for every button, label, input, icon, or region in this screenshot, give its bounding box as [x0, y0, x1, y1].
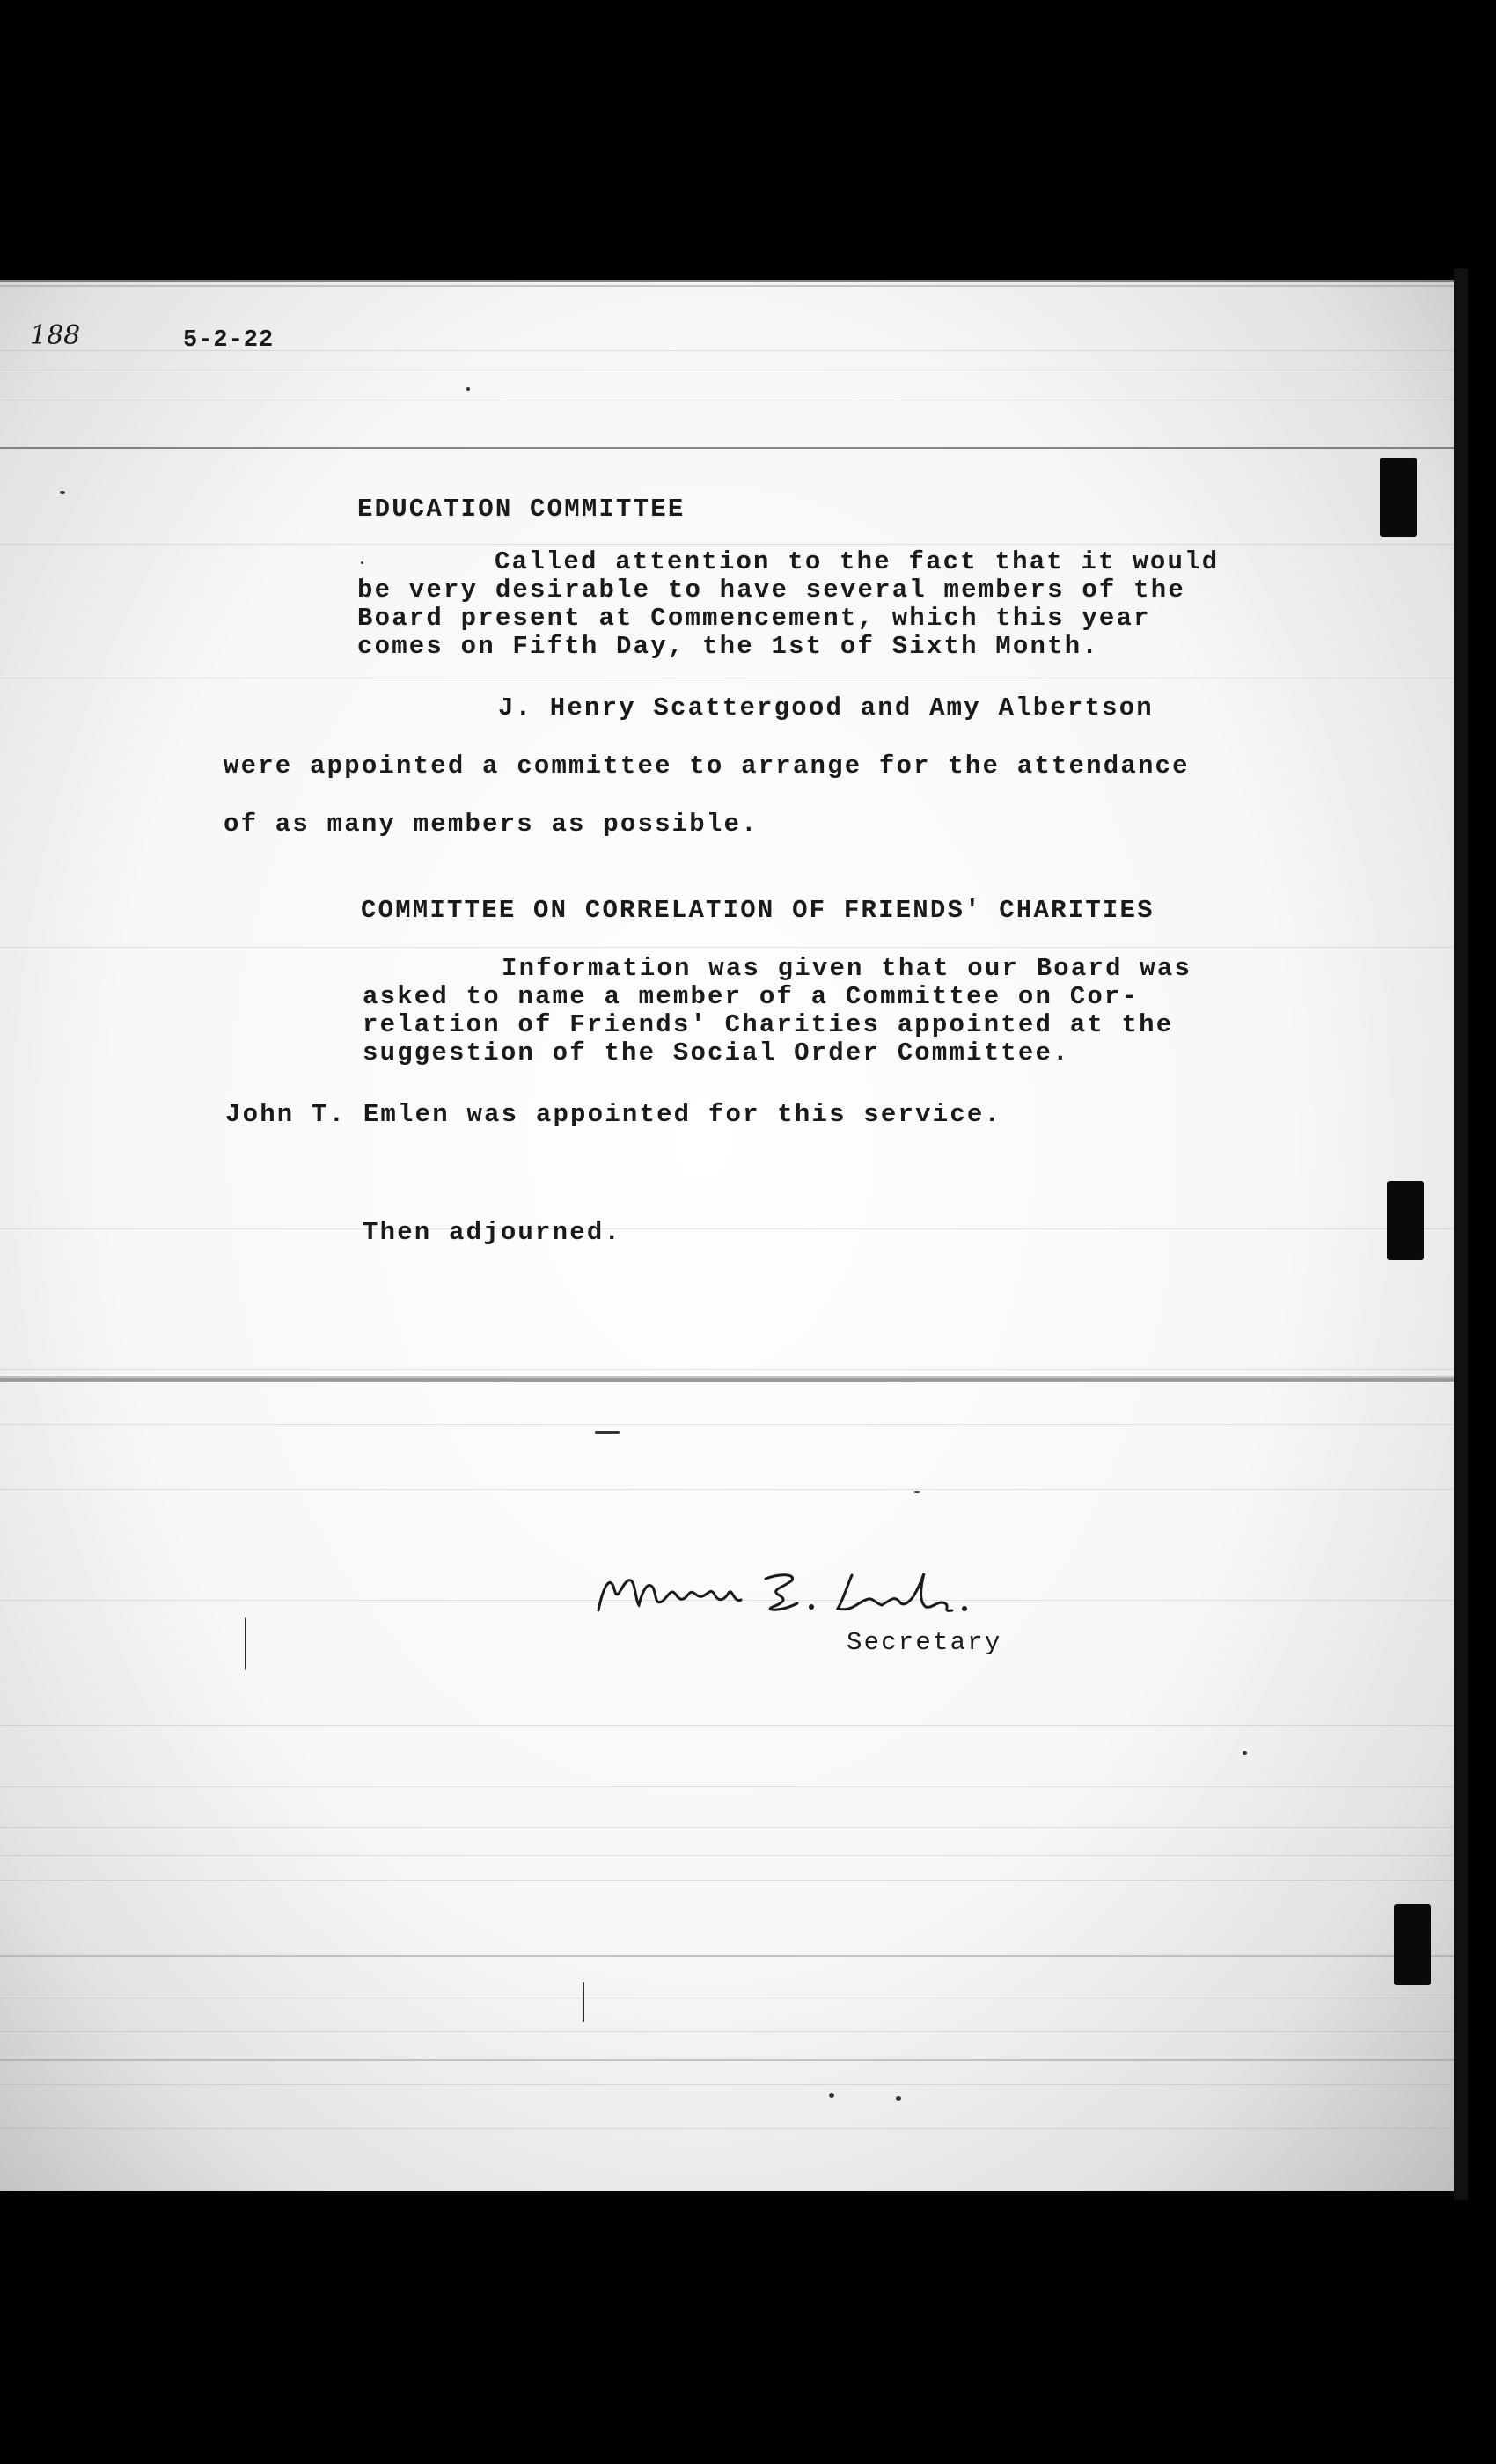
paragraph-line: Information was given that our Board was [502, 954, 1192, 983]
resolution-line: of as many members as possible. [224, 810, 759, 839]
document-page [0, 280, 1463, 2191]
signature-name: Morris E. Leeds. [591, 1549, 599, 1550]
meeting-date: 5-2-22 [183, 327, 275, 354]
signature-title: Secretary [847, 1628, 1002, 1657]
ruled-line [0, 1380, 1463, 1382]
ruled-line [0, 2059, 1463, 2061]
ruled-line [0, 1228, 1463, 1229]
ruled-line [0, 2084, 1463, 2085]
page-edge-shadow [1454, 268, 1468, 2200]
paragraph-line: suggestion of the Social Order Committee. [363, 1038, 1070, 1067]
handwritten-signature [591, 1549, 979, 1628]
ruled-line [0, 1827, 1463, 1828]
ruled-line [0, 1786, 1463, 1787]
ruled-line [0, 1369, 1463, 1370]
binder-tab [1380, 458, 1417, 537]
paragraph-line: be very desirable to have several members of the [357, 576, 1185, 605]
ruled-line [0, 1725, 1463, 1726]
ruled-line [0, 2128, 1463, 2129]
paragraph-line: relation of Friends' Charities appointed at the [363, 1010, 1174, 1039]
ruled-line [0, 1855, 1463, 1856]
paragraph-line: asked to name a member of a Committee on Cor- [363, 982, 1140, 1011]
ruled-line [0, 947, 1463, 948]
paragraph-line: Called attention to the fact that it would [495, 547, 1220, 576]
page-top-rule [0, 280, 1463, 282]
binder-tab [1387, 1181, 1424, 1260]
ruled-line [0, 447, 1463, 449]
resolution-line: John T. Emlen was appointed for this service. [225, 1100, 1002, 1129]
resolution-line: J. Henry Scattergood and Amy Albertson [498, 693, 1154, 722]
paragraph-line: Board present at Commencement, which this year [357, 604, 1151, 633]
closing-line: Then adjourned. [363, 1218, 622, 1247]
ruled-line [0, 2031, 1463, 2032]
page-number: 188 [30, 320, 81, 351]
ruled-line [0, 1424, 1463, 1425]
ruled-line [0, 544, 1463, 545]
resolution-line: were appointed a committee to arrange for the attendance [224, 752, 1190, 781]
binder-tab [1394, 1904, 1431, 1985]
ruled-line [0, 285, 1463, 287]
paragraph-line: comes on Fifth Day, the 1st of Sixth Month. [357, 632, 1099, 661]
ruled-line [0, 1880, 1463, 1881]
ruled-line [0, 1489, 1463, 1490]
ruled-line [0, 1955, 1463, 1957]
section-heading-education: EDUCATION COMMITTEE [357, 495, 686, 524]
section-heading-charities: COMMITTEE ON CORRELATION OF FRIENDS' CHARITIES [361, 896, 1155, 925]
ruled-line [0, 1378, 1463, 1380]
